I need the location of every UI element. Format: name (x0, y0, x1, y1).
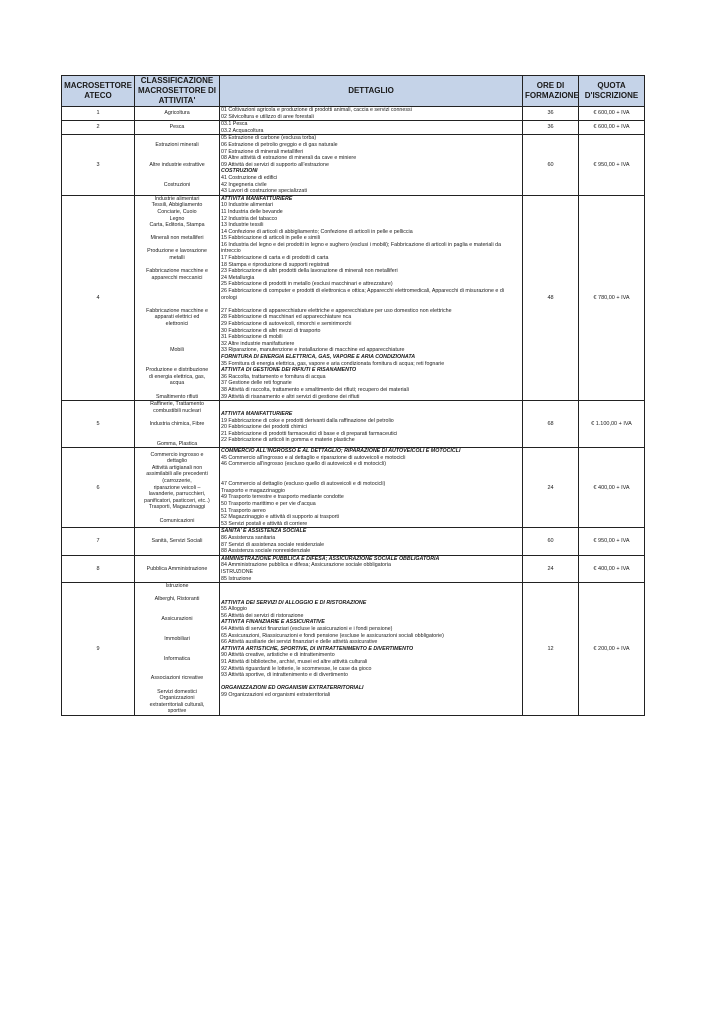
dettaglio-section-heading: ATTIVITÀ DI GESTIONE DEI RIFIUTI E RISANAMENTO (221, 367, 357, 374)
classificazione-line: combustibili nucleari (153, 407, 201, 414)
classificazione-line (136, 662, 218, 669)
cell-macrosettore: 7 (62, 528, 135, 555)
classificazione-line: Sanità, Servizi Sociali (151, 538, 203, 545)
dettaglio-line: 90 Attività creative, artistiche e di intrattenimento (221, 652, 335, 659)
dettaglio-line: 39 Attività di risanamento e altri servizi di gestione dei rifiuti (221, 393, 360, 400)
cell-quota: € 400,00 + IVA (579, 448, 645, 528)
classificazione-line: di energia elettrica, gas, (148, 373, 206, 380)
dettaglio-line: 05 Estrazione di carbone (esclusa torba) (221, 135, 317, 142)
cell-ore: 60 (523, 528, 579, 555)
cell-ore: 36 (523, 107, 579, 121)
dettaglio-line (221, 301, 521, 308)
dettaglio-line: 33 Riparazione, manutenzione e installazione di macchine ed apparecchiature (221, 347, 405, 354)
classificazione-line (136, 341, 218, 348)
dettaglio-line: 25 Fabbricazione di prodotti in metallo (esclusi macchinari e attrezzature) (221, 281, 393, 288)
classificazione-line: Conciarie, Cuoio (157, 208, 197, 215)
dettaglio-line: 86 Assistenza sanitaria (221, 535, 276, 541)
dettaglio-line: 26 Fabbricazione di computer e prodotti di elettronica e ottica; Apparecchi elettromedicali, Apparecchi di misurazione e di orologi (221, 288, 504, 301)
classificazione-line: Estrazioni minerali (155, 141, 199, 148)
table-row (62, 107, 645, 121)
dettaglio-line: 66 Attività ausiliarie dei servizi finanziari e delle attività assicurative (221, 639, 378, 646)
dettaglio-line: 27 Fabbricazione di apparecchiature elettriche e apperecchiature per uso domestico non elettriche (221, 307, 452, 314)
cell-ore: 48 (523, 195, 579, 400)
dettaglio-line: 65 Assicurazioni, Riassicurazioni e fondi pensione (escluse le assicurazioni sociali obbligatorie) (221, 632, 444, 639)
dettaglio-line: 07 Estrazione di minerali metalliferi (221, 148, 304, 155)
classificazione-line: extraterritoriali culturali, (149, 701, 205, 708)
cell-quota: € 950,00 + IVA (579, 528, 645, 555)
dettaglio-line: 53 Servizi postali e attività di corriere (221, 520, 308, 527)
classificazione-line: Pesca (169, 124, 185, 131)
dettaglio-line: 21 Fabbricazione di prodotti farmaceutici di base e di preparati farmaceutici (221, 430, 398, 437)
classificazione-line: dettaglio (166, 458, 188, 465)
dettaglio-line: 20 Fabbricazione dei prodotti chimici (221, 424, 307, 431)
dettaglio-line: 11 Industria delle bevande (221, 208, 283, 215)
cell-classificazione (135, 555, 220, 582)
table-row (62, 121, 645, 135)
classificazione-line (136, 434, 218, 441)
classificazione-line: Costruzioni (163, 181, 191, 188)
dettaglio-section-heading: ATTIVITÀ ARTISTICHE, SPORTIVE, DI INTRATTENIMENTO E DIVERTIMENTO (221, 645, 414, 652)
dettaglio-section-heading: FORNITURA DI ENERGIA ELETTRICA, GAS, VAPORE E ARIA CONDIZIONATA (221, 353, 416, 360)
classificazione-line (136, 328, 218, 335)
classificazione-line (136, 242, 218, 249)
dettaglio-line: 41 Costruzione di edifici (221, 174, 278, 181)
cell-macrosettore: 2 (62, 121, 135, 135)
cell-ore: 36 (523, 121, 579, 135)
classificazione-line: Produzione e lavorazione (147, 248, 207, 255)
classificazione-line (136, 295, 218, 302)
cell-macrosettore: 4 (62, 195, 135, 400)
dettaglio-line: 84 Amministrazione pubblica e difesa; Assicurazione sociale obbligatoria (221, 562, 391, 569)
classificazione-line: Organizzazioni (159, 695, 195, 702)
cell-dettaglio (220, 107, 523, 121)
classificazione-line (136, 603, 218, 610)
cell-dettaglio (220, 195, 523, 400)
header-macrosettore: MACROSETTORE ATECO (62, 76, 135, 107)
cell-classificazione (135, 401, 220, 448)
cell-dettaglio (220, 528, 523, 555)
cell-quota: € 200,00 + IVA (579, 583, 645, 716)
classificazione-line: Servizi domestici (157, 688, 197, 695)
classificazione-line: Fabbricazione macchine e (146, 268, 208, 275)
dettaglio-line: ISTRUZIONE (221, 568, 254, 575)
classificazione-line: acqua (169, 380, 185, 387)
dettaglio-line (221, 475, 521, 482)
classificazione-line (136, 511, 218, 518)
dettaglio-line: 17 Fabbricazione di carta e di prodotti di carta (221, 255, 329, 262)
classificazione-line: (carrozzerie, (162, 477, 192, 484)
cell-quota: € 780,00 + IVA (579, 195, 645, 400)
classificazione-line: riparazione veicoli – (153, 484, 201, 491)
dettaglio-line: 64 Attività di servizi finanziari (escluse le assicurazioni e i fondi pensione) (221, 626, 393, 633)
cell-ore: 24 (523, 448, 579, 528)
table-row (62, 583, 645, 716)
classificazione-line (136, 387, 218, 394)
classificazione-line: Smaltimento rifiuti (155, 393, 199, 400)
classificazione-line: Istruzione (165, 583, 189, 590)
classificazione-line (136, 414, 218, 421)
cell-dettaglio (220, 401, 523, 448)
cell-classificazione (135, 121, 220, 135)
classificazione-line (136, 155, 218, 162)
cell-classificazione (135, 135, 220, 195)
cell-macrosettore: 5 (62, 401, 135, 448)
classificazione-line (136, 361, 218, 368)
dettaglio-line: 32 Altre industrie manifatturiere (221, 340, 295, 347)
classificazione-line: Trasporti, Magazzinaggi (148, 504, 206, 511)
cell-classificazione (135, 195, 220, 400)
cell-macrosettore: 9 (62, 583, 135, 716)
classificazione-line: Tessili, Abbigliamento (151, 202, 203, 209)
classificazione-line (136, 354, 218, 361)
dettaglio-line: 23 Fabbricazione di altri prodotti della lavorazione di minerali non metalliferi (221, 268, 398, 275)
dettaglio-line: 08 Altre attività di estrazione di minerali da cave e miniere (221, 155, 357, 162)
ateco-table (61, 75, 645, 716)
classificazione-line (136, 590, 218, 597)
classificazione-line: Carta, Editoria, Stampa (149, 222, 205, 229)
classificazione-line: Fabbricazione macchine e (146, 307, 208, 314)
cell-ore: 60 (523, 135, 579, 195)
classificazione-line (136, 301, 218, 308)
cell-ore: 68 (523, 401, 579, 448)
classificazione-line: elettronici (165, 321, 189, 327)
dettaglio-line: 37 Gestione delle reti fognarie (221, 380, 292, 387)
classificazione-line: Agricoltura (164, 110, 190, 117)
cell-ore: 24 (523, 555, 579, 582)
dettaglio-line: 45 Commercio all'ingrosso e al dettaglio e riparazione di autoveicoli e motocicli (221, 454, 406, 461)
classificazione-line (136, 229, 218, 236)
classificazione-line (136, 334, 218, 341)
dettaglio-line: 29 Fabbricazione di autoveicoli, rimorchi e semirimorchi (221, 321, 352, 327)
classificazione-line: apparati elettrici ed (154, 314, 200, 321)
classificazione-line: Industrie alimentari (154, 195, 200, 202)
cell-quota: € 600,00 + IVA (579, 107, 645, 121)
cell-macrosettore: 1 (62, 107, 135, 121)
dettaglio-line: 99 Organizzazioni ed organismi extraterritoriali (221, 691, 331, 698)
header-classificazione: CLASSIFICAZIONE MACROSETTORE DI ATTIVITA' (135, 76, 220, 107)
dettaglio-section-heading: COSTRUZIONI (221, 168, 258, 175)
cell-quota: € 950,00 + IVA (579, 135, 645, 195)
classificazione-line (136, 288, 218, 295)
classificazione-line: Produzione e distribuzione (145, 367, 209, 374)
dettaglio-line: 93 Attività sportive, di intrattenimento e di divertimento (221, 672, 348, 679)
dettaglio-line: 47 Commercio al dettaglio (escluso quello di autoveicoli e di motocicli) (221, 481, 386, 488)
dettaglio-line: 88 Assistenza sociale nonresidenziale (221, 548, 311, 555)
header-ore: ORE DI FORMAZIONE (523, 76, 579, 107)
cell-classificazione (135, 448, 220, 528)
dettaglio-line (221, 679, 521, 686)
dettaglio-line: 56 Attività dei servizi di ristorazione (221, 612, 304, 619)
classificazione-line: Attività artigianali non (151, 464, 203, 471)
dettaglio-section-heading: ATTIVITÀ FINANZIARIE E ASSICURATIVE (221, 619, 325, 626)
dettaglio-line: 51 Trasporto aereo (221, 507, 266, 514)
classificazione-line: sportive (167, 708, 187, 715)
dettaglio-section-heading: COMMERCIO ALL'INGROSSO E AL DETTAGLIO; RIPARAZIONE DI AUTOVEICOLI E MOTOCICLI (221, 448, 461, 455)
classificazione-line: Pubblica Amministrazione (146, 565, 208, 572)
dettaglio-section-heading: ATTIVITÀ MANIFATTURIERE (221, 411, 293, 418)
cell-quota: € 600,00 + IVA (579, 121, 645, 135)
classificazione-line (136, 610, 218, 617)
classificazione-line: Mobili (170, 347, 184, 354)
dettaglio-line: 15 Fabbricazione di articoli in pelle e simili (221, 235, 320, 242)
dettaglio-line: 50 Trasporto marittimo e per vie d'acqua (221, 501, 316, 508)
classificazione-line (136, 682, 218, 689)
dettaglio-line: 92 Attività riguardanti le lotterie, le scommesse, le case da gioco (221, 665, 372, 672)
table-row (62, 195, 645, 400)
classificazione-line: Commercio ingrosso e (150, 451, 204, 458)
dettaglio-line: 16 Industria del legno e dei prodotti in legno e sughero (esclusi i mobili); Fabbricazione di articoli in paglia e materiali da intreccio (221, 241, 502, 255)
dettaglio-line: 24 Metallurgia (221, 274, 255, 281)
classificazione-line: Raffinerie, Trattamento (150, 401, 204, 408)
dettaglio-line: 03.2 Acquacoltura (221, 127, 264, 134)
table-header-row (62, 76, 645, 107)
table-row (62, 528, 645, 555)
classificazione-line (136, 649, 218, 656)
classificazione-line (136, 149, 218, 156)
table-row (62, 555, 645, 582)
classificazione-line: Legno (169, 215, 185, 222)
cell-macrosettore: 3 (62, 135, 135, 195)
classificazione-line (136, 643, 218, 650)
dettaglio-line: 31 Fabbricazione di mobili (221, 334, 283, 341)
dettaglio-line: 28 Fabbricazione di macchinari ed apparecchiature nca (221, 314, 352, 321)
classificazione-line: Associazioni ricreative (150, 675, 204, 682)
cell-dettaglio (220, 583, 523, 716)
dettaglio-section-heading: SANITA' E ASSISTENZA SOCIALE (221, 528, 307, 535)
dettaglio-line: 03.1 Pesca (221, 121, 248, 128)
classificazione-line: panificatori, pasticceri, etc..) (144, 497, 210, 504)
dettaglio-line (221, 468, 521, 475)
header-dettaglio: DETTAGLIO (220, 76, 523, 107)
dettaglio-line: 38 Attività di raccolta, trattamento e smaltimento dei rifiuti; recupero dei materiali (221, 386, 409, 393)
dettaglio-line: 13 Industrie tessili (221, 222, 264, 229)
classificazione-line (136, 168, 218, 175)
classificazione-line: Informatica (163, 655, 191, 662)
dettaglio-line: 09 Attività dei servizi di supporto all'estrazione (221, 161, 329, 168)
dettaglio-line: 30 Fabbricazione di altri mezzi di trasporto (221, 327, 321, 334)
dettaglio-line: 36 Raccolta, trattamento e fornitura di acqua (221, 373, 326, 380)
classificazione-line: apparecchi meccanici (151, 274, 203, 281)
classificazione-line: lavanderie, parrucchieri, (148, 491, 206, 498)
dettaglio-section-heading: AMMINISTRAZIONE PUBBLICA E DIFESA; ASSICURAZIONE SOCIALE OBBLIGATORIA (221, 555, 440, 562)
classificazione-line (136, 623, 218, 630)
dettaglio-line: 52 Magazzinaggio e attività di supporto ai trasporti (221, 514, 340, 521)
cell-dettaglio (220, 135, 523, 195)
dettaglio-line: 01 Coltivazioni agricola e produzione di prodotti animali, caccia e servizi connessi (221, 107, 412, 113)
classificazione-line (136, 262, 218, 269)
classificazione-line (136, 281, 218, 288)
classificazione-line (136, 629, 218, 636)
dettaglio-line: 35 Fornitura di energia elettrica, gas, vapore e aria condizionata fornitura di acqua; reti fognarie (221, 360, 445, 367)
classificazione-line (136, 175, 218, 182)
dettaglio-line: 87 Servizi di assistenza sociale residenziale (221, 541, 325, 548)
dettaglio-line: 14 Confezione di articoli di abbigliamento; Confezione di articoli in pelle e pelliccia (221, 228, 413, 235)
dettaglio-section-heading: ATTIVITÀ MANIFATTURIERE (221, 195, 293, 202)
classificazione-line: Assicurazioni (161, 616, 193, 623)
cell-dettaglio (220, 448, 523, 528)
table-body (62, 107, 645, 716)
classificazione-line (136, 428, 218, 435)
cell-dettaglio (220, 555, 523, 582)
dettaglio-line: 22 Fabbricazione di articoli in gomma e materie plastiche (221, 437, 355, 444)
dettaglio-section-heading: ORGANIZZAZIONI ED ORGANISMI EXTRATERRITORIALI (221, 685, 364, 692)
dettaglio-line (221, 404, 521, 411)
classificazione-line: Comunicazioni (159, 517, 195, 524)
classificazione-line: metalli (169, 255, 185, 262)
dettaglio-line: 55 Alloggio (221, 606, 247, 613)
classificazione-line: Alberghi, Ristoranti (154, 596, 200, 603)
cell-classificazione (135, 528, 220, 555)
dettaglio-line: 10 Industrie alimentari (221, 202, 274, 209)
classificazione-line: Altre industrie estrattive (149, 161, 205, 168)
cell-macrosettore: 6 (62, 448, 135, 528)
dettaglio-line: 42 Ingegneria civile (221, 181, 267, 188)
dettaglio-line: 46 Commercio all'ingrosso (escluso quello di autoveicoli e di motocicli) (221, 461, 386, 468)
header-quota: QUOTA D'ISCRIZIONE (579, 76, 645, 107)
dettaglio-line: 02 Silvicoltura e utilizzo di aree forestali (221, 113, 314, 120)
cell-macrosettore: 8 (62, 555, 135, 582)
classificazione-line: Minerali non metalliferi (150, 235, 204, 242)
dettaglio-line: 91 Attività di biblioteche, archivi, musei ed altre attività culturali (221, 658, 368, 665)
classificazione-line: Industria chimica, Fibre (149, 420, 205, 427)
table-row (62, 135, 645, 195)
dettaglio-line: 85 Istruzione (221, 575, 252, 582)
table-row (62, 401, 645, 448)
cell-quota: € 400,00 + IVA (579, 555, 645, 582)
dettaglio-line: 43 Lavori di costruzione specializzati (221, 188, 307, 195)
dettaglio-section-heading: ATTIVITÀ DEI SERVIZI DI ALLOGGIO E DI RISTORAZIONE (221, 599, 367, 606)
classificazione-line: Gomma, Plastica (156, 440, 198, 447)
classificazione-line (136, 669, 218, 676)
cell-ore: 12 (523, 583, 579, 716)
dettaglio-line: 12 Industria del tabacco (221, 215, 278, 222)
cell-quota: € 1.100,00 + IVA (579, 401, 645, 448)
cell-dettaglio (220, 121, 523, 135)
cell-classificazione (135, 583, 220, 716)
dettaglio-line: Trasporto e magazzinaggio (221, 487, 285, 494)
dettaglio-line: 06 Estrazione di petrolio greggio e di gas naturale (221, 141, 338, 148)
classificazione-line: Immobiliari (164, 635, 190, 642)
table-row (62, 448, 645, 528)
dettaglio-line: 18 Stampa e riproduzione di supporti registrati (221, 261, 330, 268)
classificazione-line: assimilabili alle precedenti (146, 471, 208, 478)
dettaglio-line: 49 Trasporto terrestre e trasporto mediante condotte (221, 494, 344, 501)
cell-classificazione (135, 107, 220, 121)
dettaglio-line: 19 Fabbricazione di coke e prodotti derivanti dalla raffinazione del petrolio (221, 417, 394, 424)
